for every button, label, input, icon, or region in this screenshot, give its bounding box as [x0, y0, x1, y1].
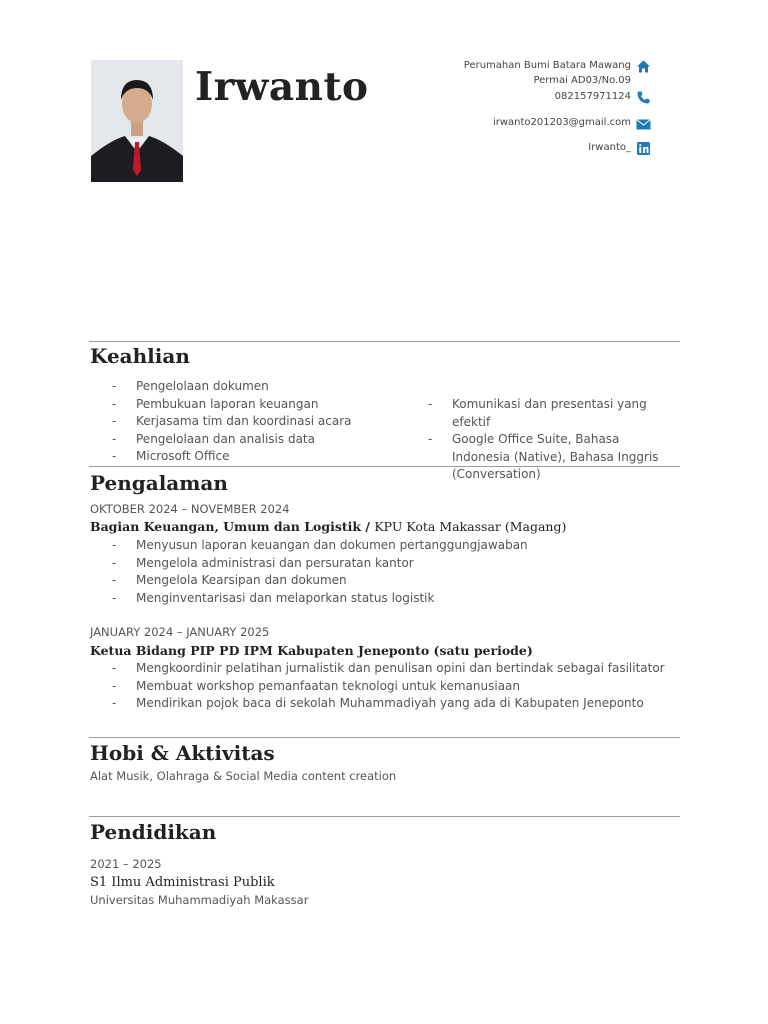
job-1-title	[90, 519, 566, 534]
list-item: - Mengelola administrasi dan persuratan kantor	[112, 555, 672, 573]
list-item: - Komunikasi dan presentasi yang efektif	[428, 396, 680, 431]
skills-list-left	[112, 378, 412, 466]
education-date: 2021 – 2025	[90, 857, 162, 871]
list-item: - Pengelolaan dan analisis data	[112, 431, 412, 449]
hobbies-heading: Hobi & Aktivitas	[90, 741, 275, 765]
phone-number: 082157971124	[554, 91, 631, 102]
list-item: - Mengkoordinir pelatihan jurnalistik dan penulisan opini dan bertindak sebagai fasilitator	[112, 660, 682, 678]
section-divider	[89, 466, 680, 467]
education-school: Universitas Muhammadiyah Makassar	[90, 893, 309, 907]
linkedin-link[interactable]: Irwanto_	[588, 142, 631, 153]
list-item: - Kerjasama tim dan koordinasi acara	[112, 413, 412, 431]
hobbies-text: Alat Musik, Olahraga & Social Media content creation	[90, 769, 397, 783]
job-2-duties	[112, 660, 682, 713]
email-icon	[636, 117, 651, 132]
person-name: Irwanto	[195, 64, 369, 110]
education-heading: Pendidikan	[90, 820, 217, 844]
job-2-role: Ketua Bidang PIP PD IPM Kabupaten Jeneponto (satu periode)	[90, 643, 533, 658]
list-item: - Pembukuan laporan keuangan	[112, 396, 412, 414]
job-1-role: Bagian Keuangan, Umum dan Logistik /	[90, 519, 375, 534]
section-divider	[89, 737, 680, 738]
skills-list-right	[428, 396, 680, 484]
list-item: - Membuat workshop pemanfaatan teknologi untuk kemanusiaan	[112, 678, 682, 696]
job-2-title	[90, 643, 533, 658]
job-1-org: KPU Kota Makassar (Magang)	[374, 519, 567, 534]
list-item: - Menyusun laporan keuangan dan dokumen pertanggungjawaban	[112, 537, 672, 555]
section-divider	[89, 341, 680, 342]
education-degree: S1 Ilmu Administrasi Publik	[90, 875, 275, 890]
home-icon	[636, 59, 651, 74]
profile-photo	[91, 60, 183, 182]
skills-heading: Keahlian	[90, 344, 190, 368]
job-1-date: OKTOBER 2024 – NOVEMBER 2024	[90, 502, 290, 516]
list-item: - Google Office Suite, Bahasa Indonesia (Native), Bahasa Inggris (Conversation)	[428, 431, 680, 484]
email-link[interactable]: irwanto201203@gmail.com	[492, 117, 631, 128]
linkedin-icon	[636, 141, 651, 156]
address-line-1: Perumahan Bumi Batara Mawang	[463, 60, 631, 71]
experience-heading: Pengalaman	[90, 471, 228, 495]
job-1-duties	[112, 537, 672, 607]
list-item: - Mengelola Kearsipan dan dokumen	[112, 572, 672, 590]
list-item: - Mendirikan pojok baca di sekolah Muhammadiyah yang ada di Kabupaten Jeneponto	[112, 695, 682, 713]
address-line-2: Permai AD03/No.09	[533, 75, 631, 86]
phone-icon	[636, 90, 651, 105]
job-2-date: JANUARY 2024 – JANUARY 2025	[90, 625, 270, 639]
list-item: - Microsoft Office	[112, 448, 412, 466]
list-item: - Menginventarisasi dan melaporkan status logistik	[112, 590, 672, 608]
section-divider	[89, 816, 680, 817]
list-item: - Pengelolaan dokumen	[112, 378, 412, 396]
